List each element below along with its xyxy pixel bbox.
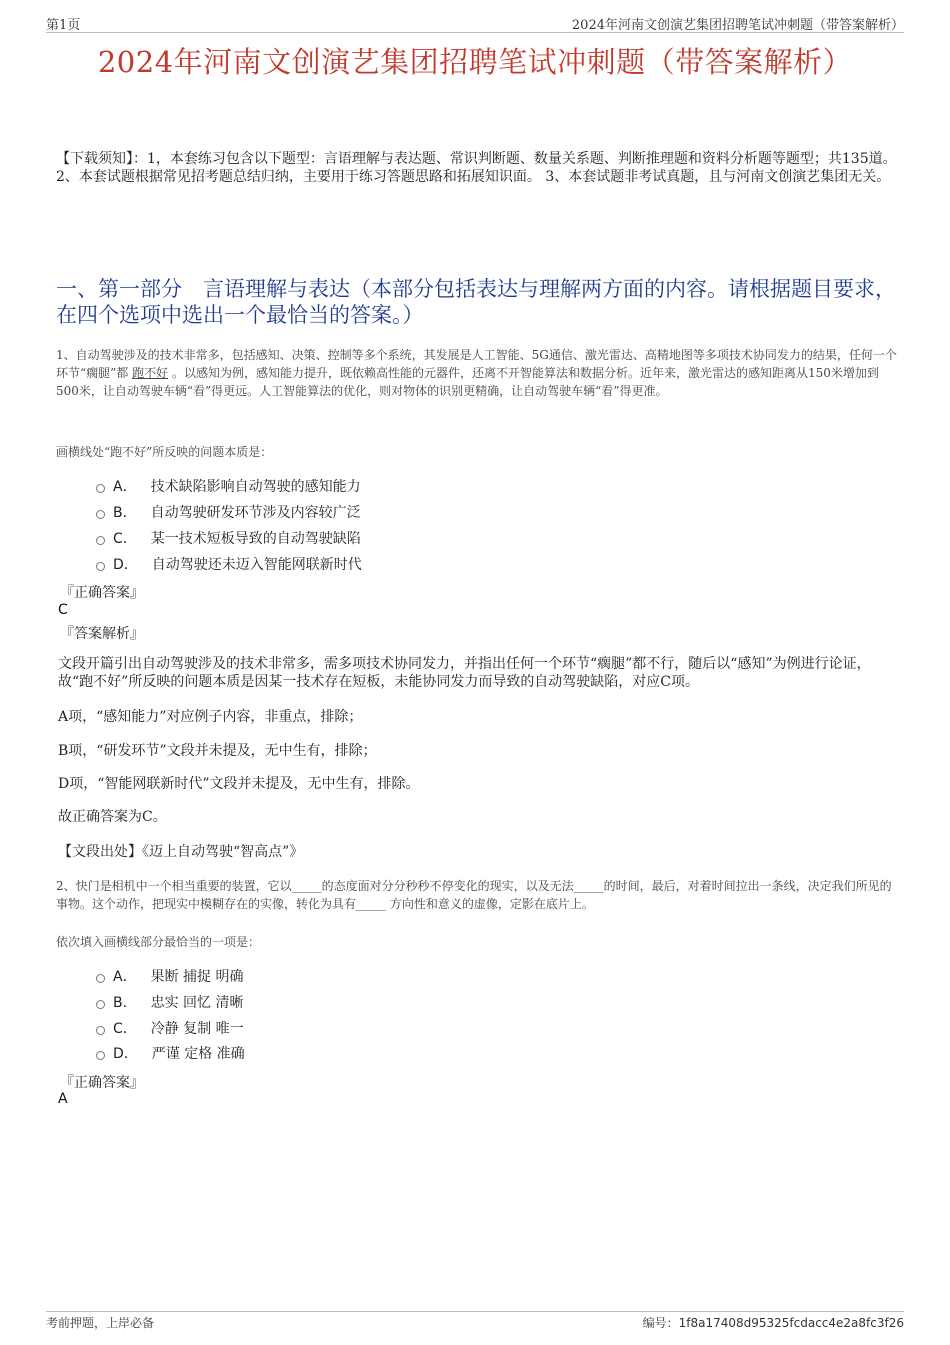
radio-icon[interactable] (96, 1000, 105, 1009)
radio-icon[interactable] (96, 1026, 105, 1035)
question-1-option-a[interactable] (96, 476, 361, 496)
question-1-text-part-a: 1、自动驾驶涉及的技术非常多，包括感知、决策、控制等多个系统，其发展是人工智能、5G通信、激光雷达、高精地图等多项技术协同发力的结果，任何一个环节“瘸腿”都 (56, 348, 897, 380)
question-1-option-c[interactable] (96, 528, 361, 548)
question-1-option-b[interactable] (96, 502, 361, 522)
question-2-option-b[interactable] (96, 992, 244, 1012)
option-letter: C． (113, 1021, 137, 1037)
footer-document-id: 编号：1f8a17408d95325fcdacc4e2a8fc3f26 (642, 1316, 904, 1330)
question-1-text-part-b: 。以感知为例，感知能力提升，既依赖高性能的元器件，还离不开智能算法和数据分析。近年来，激光雷达的感知距离从150米增加到500米，让自动驾驶车辆“看”得更远。人工智能算法的优化，则对物体的识别更精确，让自动驾驶车辆“看”得更准。 (56, 366, 879, 398)
footer-divider (46, 1311, 904, 1312)
question-1-source: 【文段出处】《迈上自动驾驶“智高点”》 (58, 844, 304, 860)
question-1-analysis-paragraph: D项，“智能网联新时代”文段并未提及，无中生有，排除。 (58, 776, 420, 792)
question-1-analysis-label: 『答案解析』 (60, 626, 144, 642)
question-1-answer: C (58, 602, 68, 618)
radio-icon[interactable] (96, 510, 105, 519)
option-letter: D． (113, 557, 138, 573)
option-text: 自动驾驶研发环节涉及内容较广泛 (150, 505, 361, 521)
option-letter: B． (113, 995, 137, 1011)
question-1-answer-label: 『正确答案』 (60, 585, 144, 601)
question-1-option-d[interactable] (96, 554, 362, 574)
question-2-answer-label: 『正确答案』 (60, 1075, 144, 1091)
question-2-prompt: 依次填入画横线部分最恰当的一项是： (56, 935, 261, 949)
option-text: 严谨 定格 准确 (151, 1046, 245, 1062)
section-heading: 一、第一部分 言语理解与表达（本部分包括表达与理解两方面的内容。请根据题目要求，在四个选项中选出一个最恰当的答案。） (56, 277, 896, 327)
question-2-answer: A (58, 1091, 68, 1107)
option-letter: C． (113, 531, 137, 547)
option-text: 自动驾驶还未迈入智能网联新时代 (151, 557, 362, 573)
option-text: 某一技术短板导致的自动驾驶缺陷 (150, 531, 361, 547)
radio-icon[interactable] (96, 562, 105, 571)
question-2-option-c[interactable] (96, 1018, 244, 1038)
question-1-prompt: 画横线处“跑不好”所反映的问题本质是： (56, 445, 273, 459)
question-2-option-d[interactable] (96, 1043, 245, 1063)
question-1-analysis-paragraph: B项，“研发环节”文段并未提及，无中生有，排除； (58, 743, 377, 759)
radio-icon[interactable] (96, 974, 105, 983)
download-notice: 【下载须知】：1，本套练习包含以下题型：言语理解与表达题、常识判断题、数量关系题、判断推理题和资料分析题等题型；共135道。 2、本套试题根据常见招考题总结归纳，主要用于练习答题思路和拓展知识面。 3、本套试题非考试真题，且与河南文创演艺集团无关。 (56, 151, 897, 185)
footer-slogan: 考前押题，上岸必备 (46, 1316, 155, 1330)
header-divider (46, 32, 904, 33)
option-letter: A． (113, 969, 137, 985)
radio-icon[interactable] (96, 1051, 105, 1060)
option-letter: D． (113, 1046, 138, 1062)
question-1-underlined: 跑不好 (132, 366, 169, 380)
radio-icon[interactable] (96, 484, 105, 493)
option-text: 技术缺陷影响自动驾驶的感知能力 (150, 479, 361, 495)
option-text: 果断 捕捉 明确 (150, 969, 244, 985)
page-title: 2024年河南文创演艺集团招聘笔试冲刺题（带答案解析） (97, 45, 853, 79)
radio-icon[interactable] (96, 536, 105, 545)
header-doc-title: 2024年河南文创演艺集团招聘笔试冲刺题（带答案解析） (571, 18, 904, 33)
option-letter: A． (113, 479, 137, 495)
page-number: 第1页 (46, 18, 81, 33)
question-2-text: 2、快门是相机中一个相当重要的装置，它以_____的态度面对分分秒秒不停变化的现实，以及无法_____的时间，最后，对着时间拉出一条线，决定我们所见的事物。这个动作，把现实中模糊存在的实像，转化为具有_____ 方向性和意义的虚像，定影在底片上。 (56, 879, 892, 911)
question-2-option-a[interactable] (96, 966, 243, 986)
option-text: 忠实 回忆 清晰 (150, 995, 244, 1011)
question-1-analysis-paragraph: 文段开篇引出自动驾驶涉及的技术非常多，需多项技术协同发力，并指出任何一个环节“瘸腿”都不行，随后以“感知”为例进行论证，故“跑不好”所反映的问题本质是因某一技术存在短板，未能协同发力而导致的自动驾驶缺陷，对应C项。 (58, 656, 871, 690)
option-letter: B． (113, 505, 137, 521)
question-1-text (56, 346, 898, 400)
question-1-analysis-paragraph: 故正确答案为C。 (58, 809, 167, 825)
question-1-analysis-paragraph: A项，“感知能力”对应例子内容，非重点，排除； (58, 709, 363, 725)
option-text: 冷静 复制 唯一 (150, 1021, 244, 1037)
